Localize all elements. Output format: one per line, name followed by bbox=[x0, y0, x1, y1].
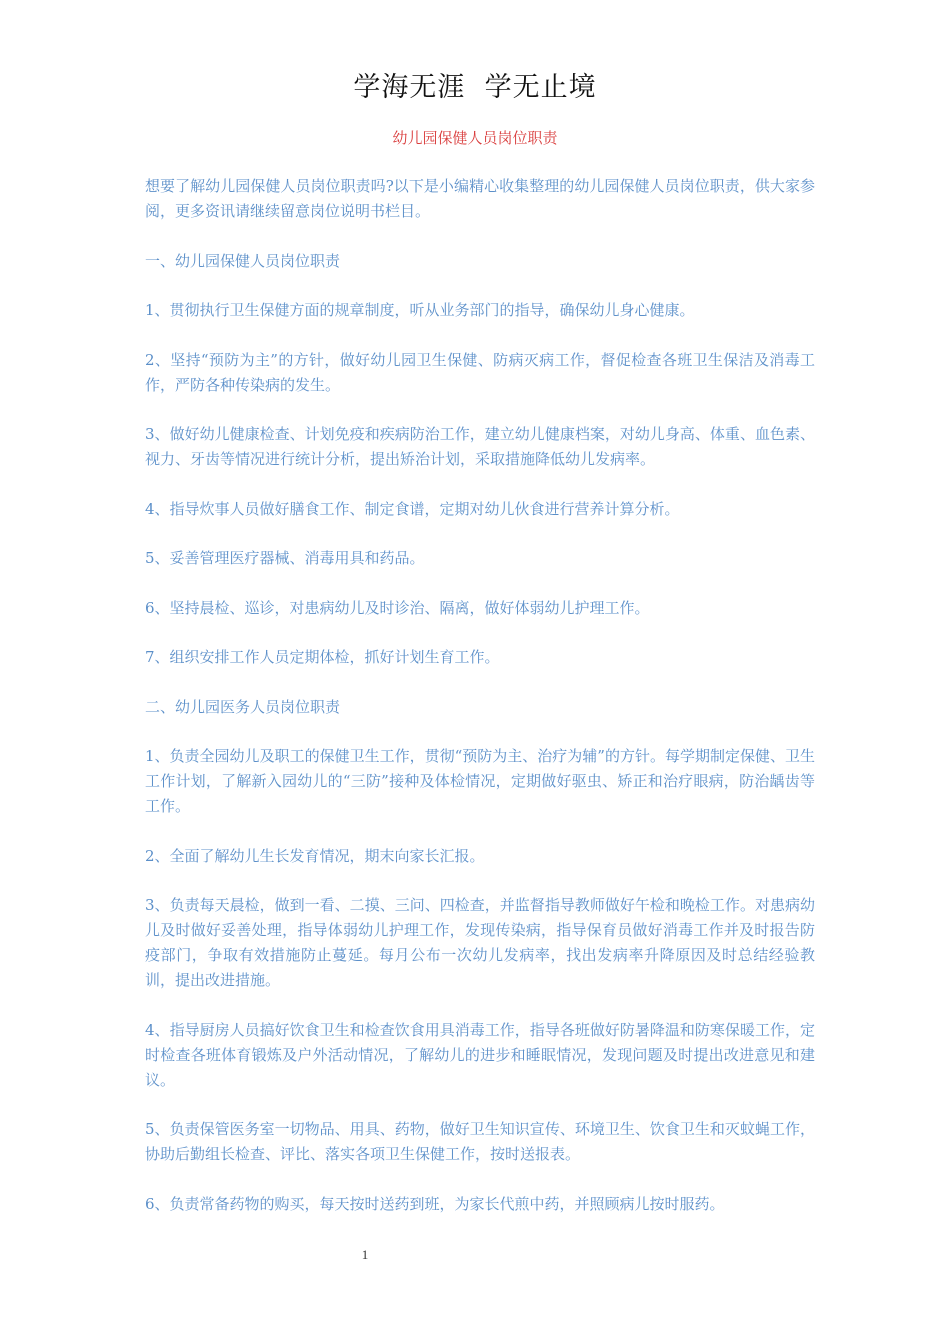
section2-item-1: 1、负责全园幼儿及职工的保健卫生工作，贯彻“预防为主、治疗为辅”的方针。每学期制定保健、卫生工作计划，了解新入园幼儿的“三防”接种及体检情况，定期做好驱虫、矫正和治疗眼病，防治龋齿等工作。 bbox=[145, 747, 815, 815]
section2-item-2: 2、全面了解幼儿生长发育情况，期末向家长汇报。 bbox=[145, 846, 485, 865]
section1-item-4: 4、指导炊事人员做好膳食工作、制定食谱，定期对幼儿伙食进行营养计算分析。 bbox=[145, 499, 680, 518]
document-title: 幼儿园保健人员岗位职责 bbox=[392, 129, 558, 147]
header-motto: 学海无涯 学无止境 bbox=[353, 72, 597, 103]
page-number: 1 bbox=[361, 1247, 369, 1262]
section1-item-2: 2、坚持“预防为主”的方针，做好幼儿园卫生保健、防病灭病工作，督促检查各班卫生保洁及消毒工作，严防各种传染病的发生。 bbox=[145, 350, 815, 394]
intro-paragraph: 想要了解幼儿园保健人员岗位职责吗?以下是小编精心收集整理的幼儿园保健人员岗位职责，供大家参阅，更多资讯请继续留意岗位说明书栏目。 bbox=[145, 177, 815, 220]
section2-item-3: 3、负责每天晨检，做到一看、二摸、三问、四检查，并监督指导教师做好午检和晚检工作。对患病幼儿及时做好妥善处理，指导体弱幼儿护理工作，发现传染病，指导保育员做好消毒工作并及时报告防疫部门，争取有效措施防止蔓延。每月公布一次幼儿发病率，找出发病率升降原因及时总结经验教训，提出改进措施。 bbox=[145, 896, 815, 989]
section1-item-6: 6、坚持晨检、巡诊，对患病幼儿及时诊治、隔离，做好体弱幼儿护理工作。 bbox=[145, 598, 650, 617]
section2-item-4: 4、指导厨房人员搞好饮食卫生和检查饮食用具消毒工作，指导各班做好防暑降温和防寒保暖工作，定时检查各班体育锻炼及户外活动情况，了解幼儿的进步和睡眠情况，发现问题及时提出改进意见和建议。 bbox=[145, 1020, 815, 1089]
section1-item-1: 1、贯彻执行卫生保健方面的规章制度，听从业务部门的指导，确保幼儿身心健康。 bbox=[145, 301, 695, 319]
section1-item-7: 7、组织安排工作人员定期体检，抓好计划生育工作。 bbox=[145, 648, 500, 666]
section1-item-5: 5、妥善管理医疗器械、消毒用具和药品。 bbox=[145, 549, 425, 567]
section-heading-2: 二、幼儿园医务人员岗位职责 bbox=[145, 697, 341, 716]
section2-item-5: 5、负责保管医务室一切物品、用具、药物，做好卫生知识宣传、环境卫生、饮食卫生和灭蚊蝇工作，协助后勤组长检查、评比、落实各项卫生保健工作，按时送报表。 bbox=[145, 1120, 815, 1163]
section1-item-3: 3、做好幼儿健康检查、计划免疫和疾病防治工作，建立幼儿健康档案，对幼儿身高、体重、血色素、视力、牙齿等情况进行统计分析，提出矫治计划，采取措施降低幼儿发病率。 bbox=[145, 425, 815, 468]
section2-item-6: 6、负责常备药物的购买，每天按时送药到班，为家长代煎中药，并照顾病儿按时服药。 bbox=[145, 1194, 725, 1213]
document-body bbox=[145, 174, 815, 1241]
section-heading-1: 一、幼儿园保健人员岗位职责 bbox=[145, 251, 341, 270]
